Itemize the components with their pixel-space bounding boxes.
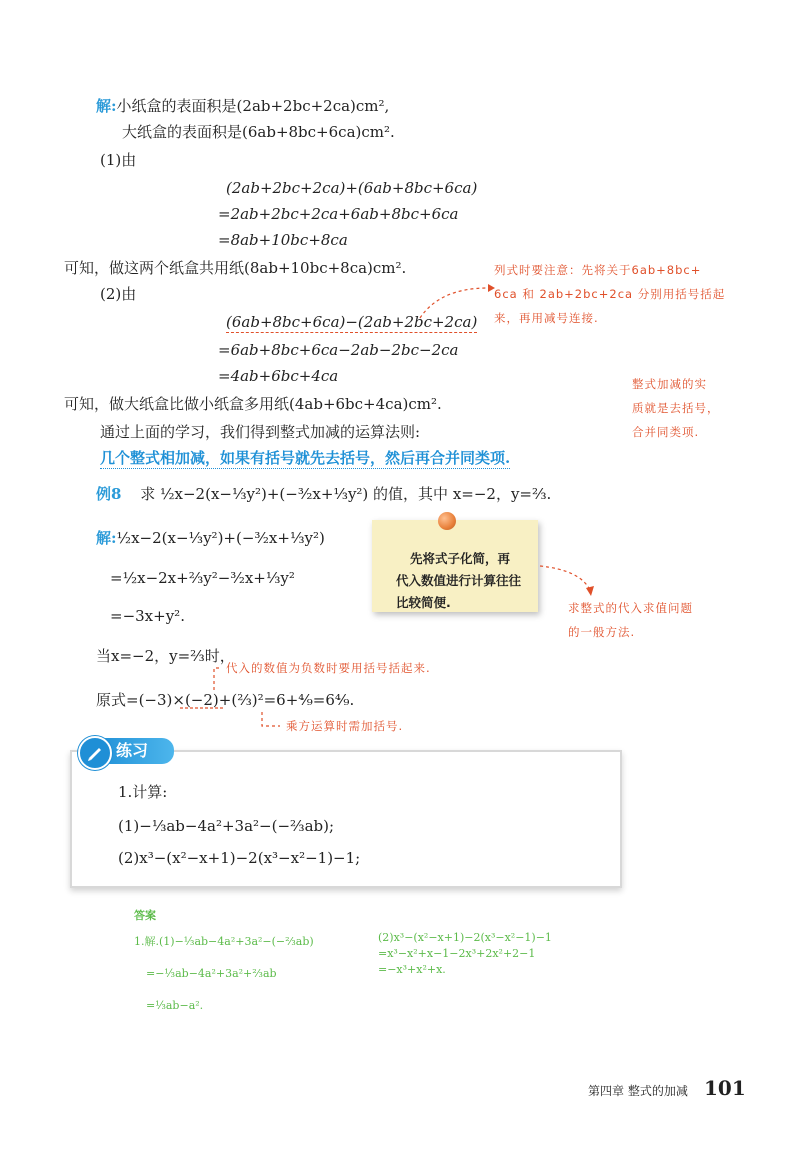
summary-text: 通过上面的学习，我们得到整式加减的运算法则: [100,423,421,441]
example8-result: 原式=(−3)×(−2)+(⅔)²=6+⁴⁄₉=6⁴⁄₉. [96,691,355,709]
answer-2-line3: =−x³+x²+x. [378,963,446,976]
part2-conclusion: 可知，做大纸盒比做小纸盒多用纸(4ab+6bc+4ca)cm². [64,395,442,413]
answer-1-line3: =⅓ab−a². [146,999,204,1012]
arrow-note-power [262,712,280,726]
answer-2-line1: (2)x³−(x²−x+1)−2(x³−x²−1)−1 [378,931,552,944]
note-power-brackets: 乘方运算时需加括号. [286,719,404,733]
solution-label: 解: [96,97,117,115]
example8-solution-line3: =−3x+y². [110,607,185,625]
part2-expr-line2: =6ab+8bc+6ca−2ab−2bc−2ca [218,341,459,359]
practice-box [70,750,622,888]
part1-expr-line3: =8ab+10bc+8ca [218,231,348,249]
note-parentheses: 列式时要注意：先将关于6ab+8bc+ 6ca 和 2ab+2bc+2ca 分别用括号括起 来，再用减号连接. [494,263,726,325]
example8-solution-label: 解: [96,529,117,547]
practice-question-1: (1)−⅓ab−4a²+3a²−(−⅔ab); [118,817,335,835]
pencil-icon [78,736,112,770]
example8-label: 例8 [96,485,122,503]
answer-label: 答案 [134,909,156,922]
practice-title: 练习 [94,738,174,764]
example8-substitution: 当x=−2，y=⅔时， [96,647,235,665]
part1-expr-line1: (2ab+2bc+2ca)+(6ab+8bc+6ca) [226,179,478,197]
part2-heading: (2)由 [100,285,137,303]
example8-solution-line1: 解:½x−2(x−⅓y²)+(−³⁄₂x+⅓y²) [96,529,325,547]
practice-question-head: 1.计算: [118,783,168,801]
part1-heading: (1)由 [100,151,137,169]
part2-expr-line1: (6ab+8bc+6ca)−(2ab+2bc+2ca) [226,313,478,331]
arrow-note-negative [214,668,222,690]
example8-problem: 例8 求 ½x−2(x−⅓y²)+(−³⁄₂x+⅓y²) 的值，其中 x=−2，y=⅔. [96,485,552,503]
note-method: 求整式的代入求值问题 的一般方法. [568,601,693,639]
note-negative-value: 代入的数值为负数时要用括号括起来. [226,661,431,675]
page-number: 101 [704,1076,746,1100]
arrow-note-parentheses [420,288,488,318]
answer-2-line2: =x³−x²+x−1−2x³+2x²+2−1 [378,947,536,960]
part1-expr-line2: =2ab+2bc+2ca+6ab+8bc+6ca [218,205,459,223]
part1-conclusion: 可知，做这两个纸盒共用纸(8ab+10bc+8ca)cm². [64,259,407,277]
sticky-note: 先将式子化简，再 代入数值进行计算往往 比较简便. [372,520,538,612]
chapter-footer: 第四章 整式的加减 [588,1084,688,1098]
part2-expr-line3: =4ab+6bc+4ca [218,367,339,385]
example8-solution-line2: =½x−2x+⅔y²−³⁄₂x+⅓y² [110,569,295,587]
arrow-note-method [540,566,590,590]
answer-1-line2: =−⅓ab−4a²+3a²+⅔ab [146,967,277,980]
note-essence: 整式加减的实 质就是去括号， 合并同类项. [632,377,720,439]
solution-line1: 解:小纸盒的表面积是(2ab+2bc+2ca)cm², [96,97,390,115]
answer-1-line1: 1.解.(1)−⅓ab−4a²+3a²−(−⅔ab) [134,935,314,948]
practice-question-2: (2)x³−(x²−x+1)−2(x³−x²−1)−1; [118,849,361,867]
addition-rule: 几个整式相加减，如果有括号就先去括号，然后再合并同类项. [100,449,511,467]
solution-line2: 大纸盒的表面积是(6ab+8bc+6ca)cm². [122,123,395,141]
